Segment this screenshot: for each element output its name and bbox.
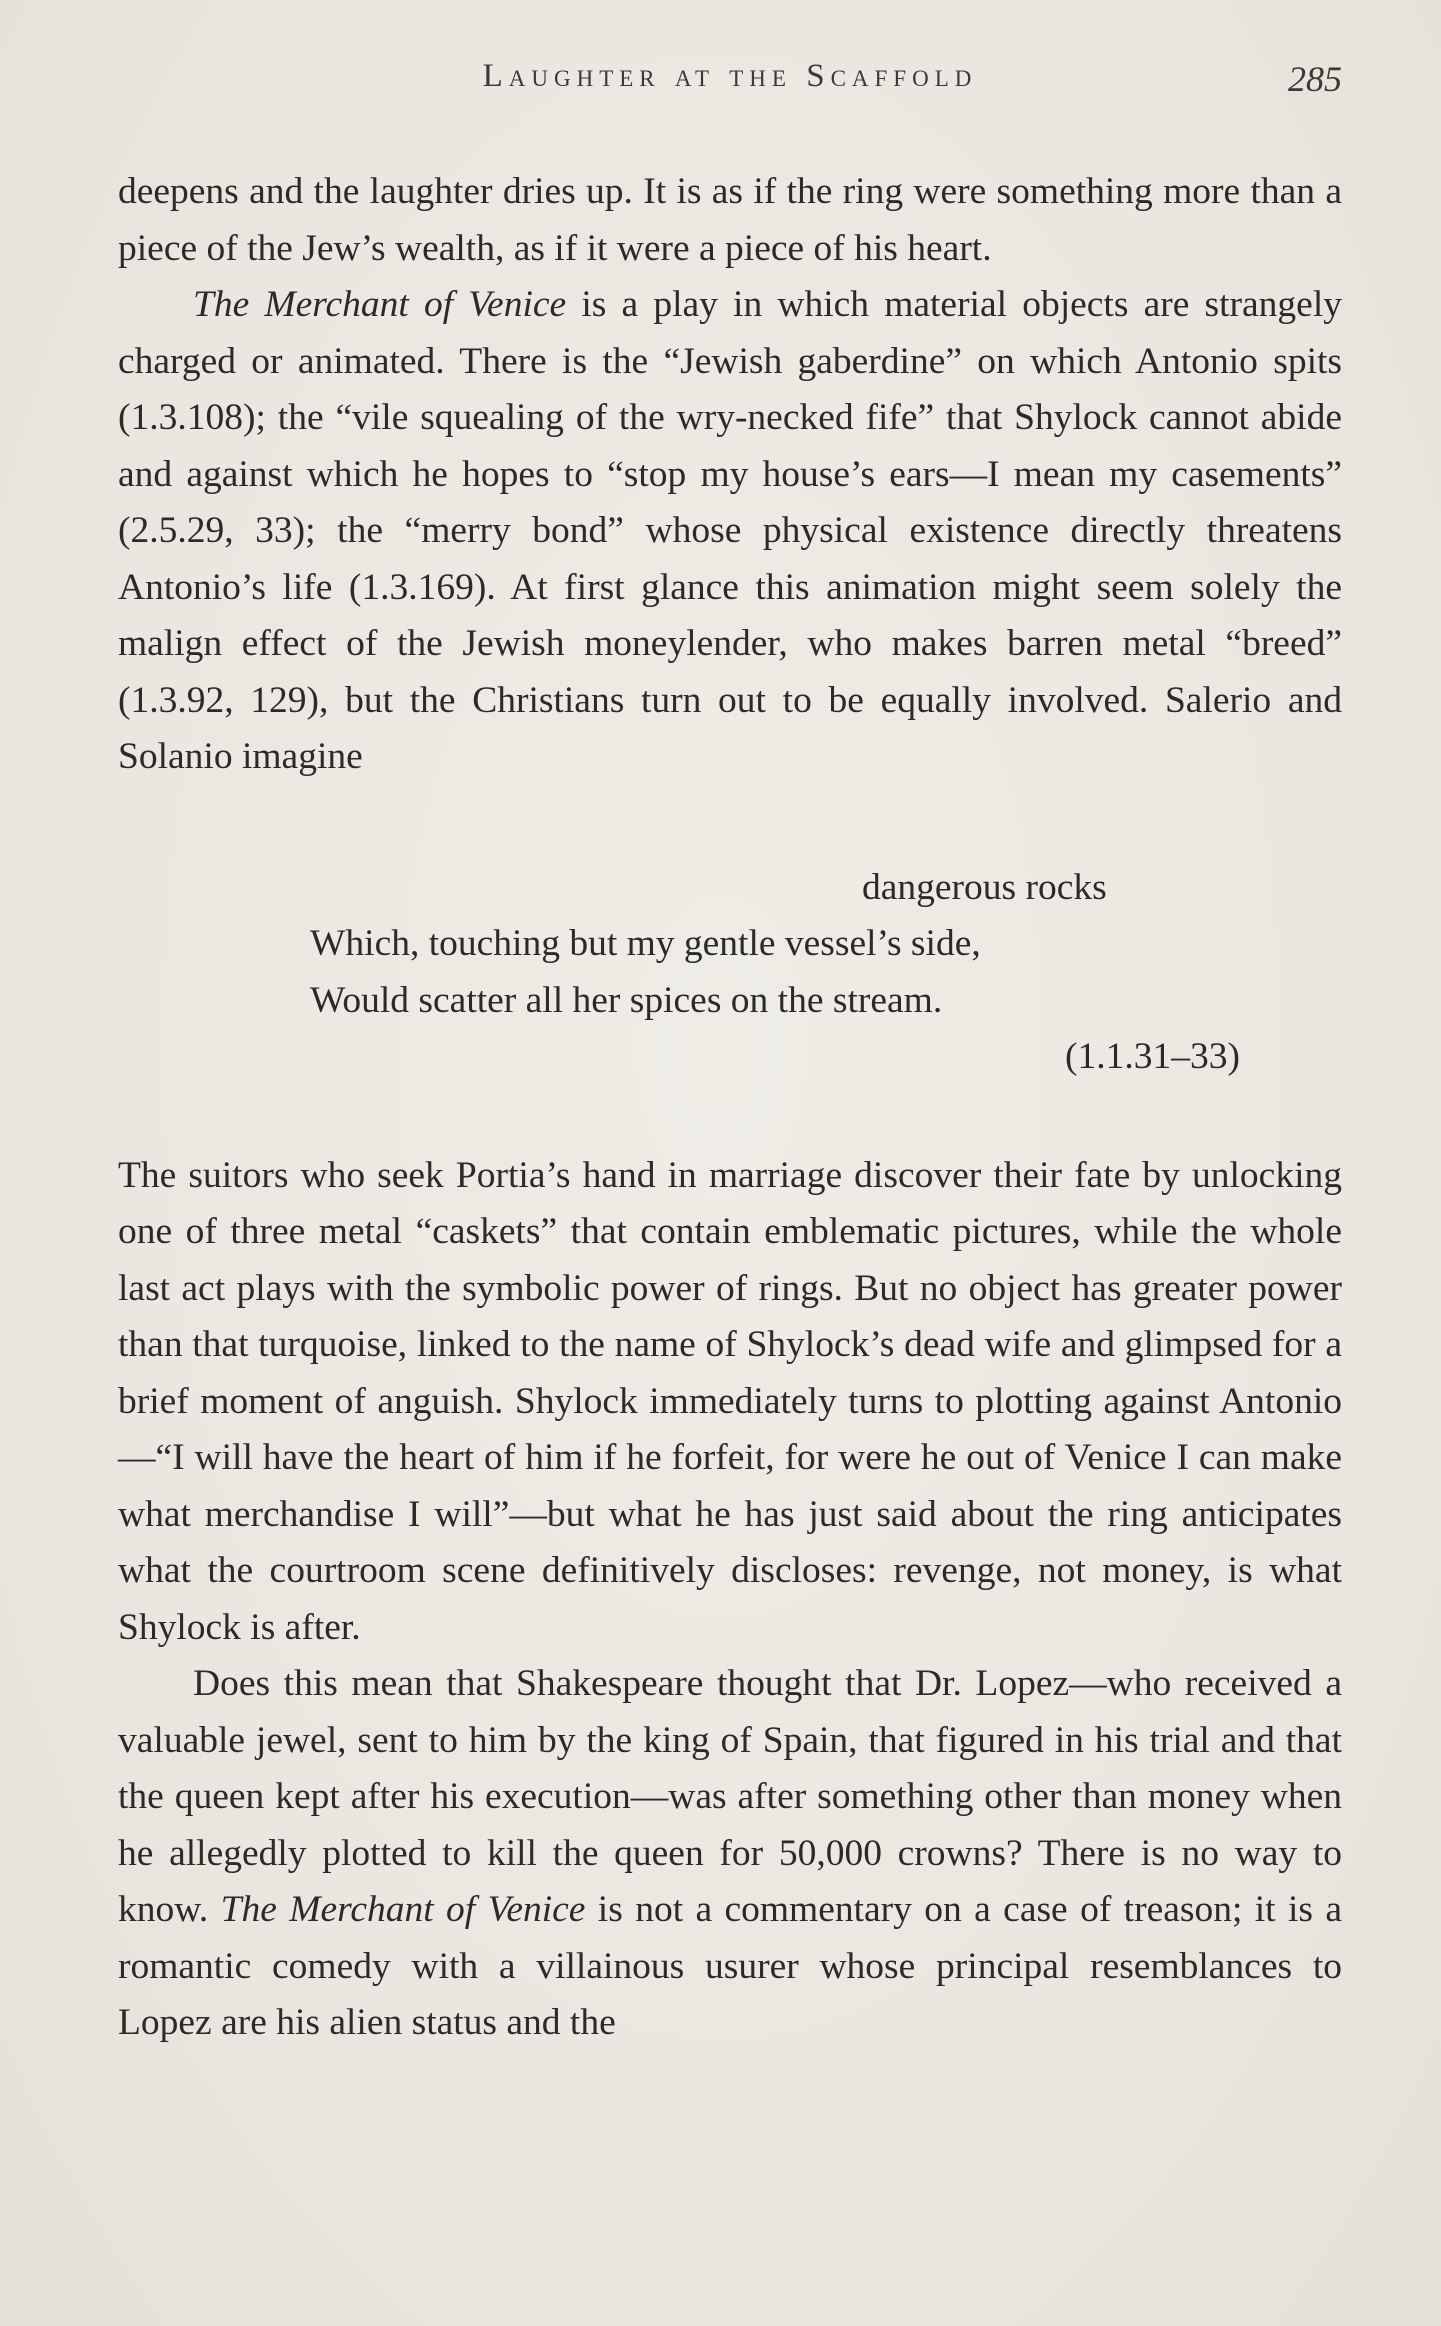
play-title: The Merchant of Venice [193,284,567,325]
paragraph-2-text: is a play in which material objects are strangely charged or animated. There is the “Jewish gaberdine” on which Antonio spits (1.3.108); the “vile squealing of the wry-necked fife” that Shylock cannot abide and against which he hopes to “stop my house’s ears—I mean my casements” (2.5.29, 33); the “merry bond” whose physical existence directly threatens Antonio’s life (1.3.169). At first glance this animation might seem solely the malign effect of the Jewish moneylender, who makes barren metal “breed” (1.3.92, 129), but the Christians turn out to be equally involved. Salerio and Solanio imagine [118,284,1342,777]
paragraph-1: deepens and the laughter dries up. It is as if the ring were something more than a piece of the Jew’s wealth, as if it were a piece of his heart. [118,171,1342,269]
page-number: 285 [1288,59,1342,99]
running-title: Laughter at the Scaffold [482,58,978,94]
paragraph-2 [118,277,1342,786]
body-text [118,164,1342,2052]
verse-line-2: Which, touching but my gentle vessel’s side, [310,923,981,964]
paragraph-4-text-before: Does this mean that Shakespeare thought that Dr. Lopez—who received a valuable jewel, sent to him by the king of Spain, that figured in his trial and that the queen kept after his execution—was after something other than money when he allegedly plotted to kill the queen for 50,000 crowns? There is no way to know. [118,1663,1342,1930]
verse-line-3: Would scatter all her spices on the stream. [310,979,943,1021]
paragraph-4-text-after: is not a commentary on a case of treason; it is a romantic comedy with a villainous usurer whose principal resemblances to Lopez are his alien status and the [118,1889,1342,2043]
play-title: The Merchant of Venice [220,1889,586,1930]
paragraph-3: The suitors who seek Portia’s hand in marriage discover their fate by unlocking one of three metal “caskets” that contain emblematic pictures, while the whole last act plays with the symbolic power of rings. But no object has greater power than that turquoise, linked to the name of Shylock’s dead wife and glimpsed for a brief moment of anguish. Shylock immediately turns to plotting against Antonio—“I will have the heart of him if he forfeit, for were he out of Venice I can make what merchandise I will”—but what he has just said about the ring anticipates what the courtroom scene definitively discloses: revenge, not money, is what Shylock is after. [118,1154,1342,1648]
verse-line-1: dangerous rocks [862,866,1107,908]
verse-quotation [310,860,1250,1086]
paragraph-4 [118,1656,1342,2052]
verse-citation: (1.1.31–33) [1065,1036,1240,1077]
running-head [118,58,1342,106]
